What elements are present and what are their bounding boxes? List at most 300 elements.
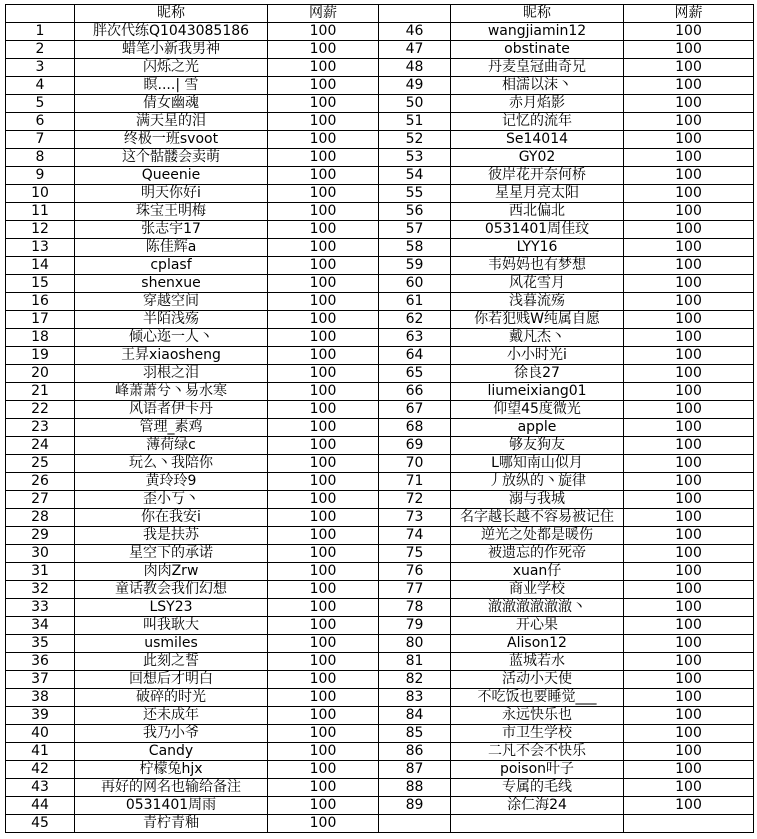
table-row <box>6 599 754 617</box>
nickname-cell-left: LSY23 <box>75 599 268 617</box>
rank-cell-left: 16 <box>6 293 75 311</box>
rank-cell-right: 58 <box>379 239 451 257</box>
rank-cell-left: 37 <box>6 671 75 689</box>
salary-cell-left: 100 <box>268 491 379 509</box>
rank-cell-left: 34 <box>6 617 75 635</box>
nickname-cell-left: 童话教会我们幻想 <box>75 581 268 599</box>
rank-cell-right: 81 <box>379 653 451 671</box>
nickname-cell-left: 风语者伊卡丹 <box>75 401 268 419</box>
nickname-cell-left: 再好的网名也输给备注 <box>75 779 268 797</box>
salary-cell-right: 100 <box>624 779 754 797</box>
rank-cell-right: 71 <box>379 473 451 491</box>
rank-cell-left: 45 <box>6 815 75 833</box>
table-row <box>6 761 754 779</box>
salary-cell-right: 100 <box>624 743 754 761</box>
salary-cell-right: 100 <box>624 527 754 545</box>
salary-cell-right: 100 <box>624 113 754 131</box>
nickname-cell-left: 薄荷绿c <box>75 437 268 455</box>
salary-cell-right: 100 <box>624 401 754 419</box>
nickname-cell-right: 澈澈澈澈澈澈丶 <box>451 599 624 617</box>
salary-cell-left: 100 <box>268 473 379 491</box>
salary-cell-left: 100 <box>268 383 379 401</box>
salary-cell-right: 100 <box>624 509 754 527</box>
salary-cell-right: 100 <box>624 563 754 581</box>
table-row <box>6 383 754 401</box>
table-row <box>6 41 754 59</box>
salary-cell-right: 100 <box>624 311 754 329</box>
rank-cell-left: 2 <box>6 41 75 59</box>
nickname-cell-right: L哪知南山似月 <box>451 455 624 473</box>
nickname-cell-left: 星空下的承诺 <box>75 545 268 563</box>
nickname-cell-left: 歪小丂丶 <box>75 491 268 509</box>
nickname-cell-right: 仰望45度微光 <box>451 401 624 419</box>
nickname-cell-left: 羽根之泪 <box>75 365 268 383</box>
rank-cell-right: 70 <box>379 455 451 473</box>
table-row <box>6 779 754 797</box>
header-row <box>6 5 754 23</box>
table-row <box>6 635 754 653</box>
nickname-cell-right: 商业学校 <box>451 581 624 599</box>
salary-cell-right: 100 <box>624 383 754 401</box>
rank-cell-left: 7 <box>6 131 75 149</box>
nickname-cell-left: 肉肉Zrw <box>75 563 268 581</box>
salary-cell-left: 100 <box>268 221 379 239</box>
nickname-cell-right: 相濡以沫丶 <box>451 77 624 95</box>
rank-cell-right: 50 <box>379 95 451 113</box>
rank-cell-right: 82 <box>379 671 451 689</box>
rank-cell-left: 22 <box>6 401 75 419</box>
nickname-cell-left: 闪烁之光 <box>75 59 268 77</box>
table-row <box>6 563 754 581</box>
rank-cell-right: 73 <box>379 509 451 527</box>
rank-cell-left: 41 <box>6 743 75 761</box>
nickname-cell-left: 半陌浅殇 <box>75 311 268 329</box>
nickname-cell-right: 西北偏北 <box>451 203 624 221</box>
table-row <box>6 725 754 743</box>
nickname-cell-right: Se14014 <box>451 131 624 149</box>
nickname-cell-left: 还未成年 <box>75 707 268 725</box>
nickname-cell-right: 赤月焰影 <box>451 95 624 113</box>
salary-cell-left: 100 <box>268 635 379 653</box>
rank-cell-right: 47 <box>379 41 451 59</box>
salary-cell-right: 100 <box>624 347 754 365</box>
rank-cell-right: 48 <box>379 59 451 77</box>
rank-cell-left: 15 <box>6 275 75 293</box>
rank-cell-left: 33 <box>6 599 75 617</box>
rank-cell-right: 88 <box>379 779 451 797</box>
nickname-cell-left: 明天你好i <box>75 185 268 203</box>
rank-cell-left: 5 <box>6 95 75 113</box>
salary-cell-right: 100 <box>624 365 754 383</box>
nickname-cell-right: 小小时光i <box>451 347 624 365</box>
rank-cell-left: 18 <box>6 329 75 347</box>
salary-cell-right: 100 <box>624 599 754 617</box>
rank-cell-right: 75 <box>379 545 451 563</box>
nickname-cell-left: 你在我安i <box>75 509 268 527</box>
rank-cell-right: 80 <box>379 635 451 653</box>
rank-cell-right: 60 <box>379 275 451 293</box>
salary-cell-left: 100 <box>268 707 379 725</box>
salary-cell-right: 100 <box>624 617 754 635</box>
salary-cell-left: 100 <box>268 671 379 689</box>
table-row <box>6 329 754 347</box>
nickname-cell-left: 此刻之誓 <box>75 653 268 671</box>
salary-cell-right: 100 <box>624 59 754 77</box>
salary-cell-right: 100 <box>624 671 754 689</box>
table-row <box>6 95 754 113</box>
rank-cell-left: 25 <box>6 455 75 473</box>
rank-cell-left: 17 <box>6 311 75 329</box>
rank-cell-right: 76 <box>379 563 451 581</box>
nickname-cell-right: 永远快乐也 <box>451 707 624 725</box>
rank-cell-right: 53 <box>379 149 451 167</box>
rank-cell-left: 21 <box>6 383 75 401</box>
table-row <box>6 59 754 77</box>
nickname-cell-right: apple <box>451 419 624 437</box>
nickname-cell-left: Candy <box>75 743 268 761</box>
rank-cell-left: 4 <box>6 77 75 95</box>
header-salary-left: 网薪 <box>268 5 379 23</box>
rank-cell-right: 78 <box>379 599 451 617</box>
rank-cell-right: 46 <box>379 23 451 41</box>
nickname-cell-right: 你若犯贱W纯属自愿 <box>451 311 624 329</box>
nickname-cell-left: cplasf <box>75 257 268 275</box>
table-row <box>6 545 754 563</box>
rank-cell-left: 9 <box>6 167 75 185</box>
salary-cell-right: 100 <box>624 725 754 743</box>
table-row <box>6 419 754 437</box>
salary-cell-left: 100 <box>268 185 379 203</box>
nickname-cell-right: 彼岸花开奈何桥 <box>451 167 624 185</box>
salary-cell-left: 100 <box>268 293 379 311</box>
salary-cell-left: 100 <box>268 437 379 455</box>
nickname-cell-left: 张志宇17 <box>75 221 268 239</box>
nickname-cell-left: 蜡笔小新我男神 <box>75 41 268 59</box>
table-row <box>6 527 754 545</box>
header-salary-right: 网薪 <box>624 5 754 23</box>
nickname-cell-left: 我乃小爷 <box>75 725 268 743</box>
salary-cell-right: 100 <box>624 131 754 149</box>
nickname-cell-right: 溺与我城 <box>451 491 624 509</box>
table-row <box>6 815 754 833</box>
table-row <box>6 113 754 131</box>
spreadsheet-area <box>0 4 757 839</box>
nickname-cell-right <box>451 815 624 833</box>
nickname-cell-right: wangjiamin12 <box>451 23 624 41</box>
salary-cell-left: 100 <box>268 509 379 527</box>
salary-cell-right: 100 <box>624 635 754 653</box>
rank-cell-left: 20 <box>6 365 75 383</box>
nickname-cell-left: 陈佳辉a <box>75 239 268 257</box>
salary-cell-right: 100 <box>624 761 754 779</box>
nickname-cell-right: 市卫生学校 <box>451 725 624 743</box>
rank-cell-left: 44 <box>6 797 75 815</box>
table-row <box>6 203 754 221</box>
nickname-cell-right: 徐良27 <box>451 365 624 383</box>
rank-cell-left: 12 <box>6 221 75 239</box>
salary-cell-left: 100 <box>268 599 379 617</box>
nickname-cell-left: 叫我耿大 <box>75 617 268 635</box>
nickname-cell-right: GY02 <box>451 149 624 167</box>
nickname-cell-right: 名字越长越不容易被记住 <box>451 509 624 527</box>
salary-cell-left: 100 <box>268 149 379 167</box>
rank-cell-left: 19 <box>6 347 75 365</box>
rank-cell-left: 40 <box>6 725 75 743</box>
table-row <box>6 509 754 527</box>
nickname-cell-right: 专属的毛线 <box>451 779 624 797</box>
nickname-cell-right: 浅暮流殇 <box>451 293 624 311</box>
nickname-cell-left: usmiles <box>75 635 268 653</box>
nickname-cell-right: 开心果 <box>451 617 624 635</box>
table-row <box>6 149 754 167</box>
rank-cell-right: 72 <box>379 491 451 509</box>
rank-cell-left: 8 <box>6 149 75 167</box>
rank-cell-right: 65 <box>379 365 451 383</box>
nickname-cell-right: xuan仔 <box>451 563 624 581</box>
salary-cell-right: 100 <box>624 473 754 491</box>
salary-cell-right: 100 <box>624 455 754 473</box>
salary-cell-right: 100 <box>624 437 754 455</box>
rank-cell-right: 67 <box>379 401 451 419</box>
table-row <box>6 707 754 725</box>
salary-cell-left: 100 <box>268 329 379 347</box>
salary-cell-left: 100 <box>268 455 379 473</box>
nickname-cell-left: 穿越空间 <box>75 293 268 311</box>
table-row <box>6 689 754 707</box>
rank-cell-left: 11 <box>6 203 75 221</box>
rank-cell-right: 74 <box>379 527 451 545</box>
salary-cell-left: 100 <box>268 779 379 797</box>
rank-cell-left: 29 <box>6 527 75 545</box>
nickname-cell-right: 韦妈妈也有梦想 <box>451 257 624 275</box>
salary-cell-right: 100 <box>624 329 754 347</box>
salary-cell-left: 100 <box>268 401 379 419</box>
nickname-cell-right: 被遗忘的作死帝 <box>451 545 624 563</box>
salary-cell-left: 100 <box>268 581 379 599</box>
salary-cell-right: 100 <box>624 185 754 203</box>
table-row <box>6 671 754 689</box>
salary-cell-right: 100 <box>624 689 754 707</box>
nickname-cell-right: 丿放纵的丶旋律 <box>451 473 624 491</box>
salary-cell-left: 100 <box>268 239 379 257</box>
rank-cell-right: 69 <box>379 437 451 455</box>
nickname-cell-left: 满天星的泪 <box>75 113 268 131</box>
table-row <box>6 275 754 293</box>
rank-cell-right: 52 <box>379 131 451 149</box>
rank-cell-right: 89 <box>379 797 451 815</box>
salary-cell-right: 100 <box>624 707 754 725</box>
rank-cell-right: 79 <box>379 617 451 635</box>
rank-cell-right: 85 <box>379 725 451 743</box>
rank-cell-left: 36 <box>6 653 75 671</box>
rank-cell-right: 61 <box>379 293 451 311</box>
nickname-cell-right: liumeixiang01 <box>451 383 624 401</box>
rank-cell-left: 24 <box>6 437 75 455</box>
nickname-cell-left: 我是扶苏 <box>75 527 268 545</box>
salary-cell-left: 100 <box>268 95 379 113</box>
table-row <box>6 347 754 365</box>
salary-cell-right: 100 <box>624 23 754 41</box>
nickname-cell-right: 记忆的流年 <box>451 113 624 131</box>
salary-cell-left: 100 <box>268 41 379 59</box>
rank-cell-left: 6 <box>6 113 75 131</box>
salary-cell-left: 100 <box>268 653 379 671</box>
nickname-cell-right: obstinate <box>451 41 624 59</box>
salary-cell-right: 100 <box>624 221 754 239</box>
header-nickname-left: 昵称 <box>75 5 268 23</box>
rank-cell-right <box>379 815 451 833</box>
nickname-cell-right: 星星月亮太阳 <box>451 185 624 203</box>
table-row <box>6 77 754 95</box>
salary-cell-left: 100 <box>268 167 379 185</box>
salary-cell-right: 100 <box>624 95 754 113</box>
rank-cell-left: 38 <box>6 689 75 707</box>
nickname-cell-left: 玩么丶我陪你 <box>75 455 268 473</box>
nickname-cell-right: 不吃饭也要睡觉___ <box>451 689 624 707</box>
salary-cell-left: 100 <box>268 545 379 563</box>
salary-cell-right: 100 <box>624 581 754 599</box>
nickname-cell-left: 回想后才明白 <box>75 671 268 689</box>
salary-cell-left: 100 <box>268 275 379 293</box>
salary-cell-right: 100 <box>624 41 754 59</box>
nickname-cell-left: shenxue <box>75 275 268 293</box>
salary-cell-left: 100 <box>268 743 379 761</box>
rank-cell-left: 26 <box>6 473 75 491</box>
nickname-cell-left: 胖次代练Q1043085186 <box>75 23 268 41</box>
salary-cell-left: 100 <box>268 527 379 545</box>
salary-cell-left: 100 <box>268 761 379 779</box>
table-row <box>6 401 754 419</box>
salary-cell-right: 100 <box>624 293 754 311</box>
rank-cell-right: 54 <box>379 167 451 185</box>
rank-cell-left: 32 <box>6 581 75 599</box>
nickname-cell-right: 二凡不会不快乐 <box>451 743 624 761</box>
nickname-cell-left: 峰萧萧兮丶易水寒 <box>75 383 268 401</box>
rank-cell-right: 66 <box>379 383 451 401</box>
table-row <box>6 221 754 239</box>
nickname-cell-left: 这个骷髅会卖萌 <box>75 149 268 167</box>
salary-cell-left: 100 <box>268 77 379 95</box>
table-row <box>6 455 754 473</box>
nickname-cell-left: 终极一班svoot <box>75 131 268 149</box>
rank-cell-left: 14 <box>6 257 75 275</box>
table-row <box>6 491 754 509</box>
table-row <box>6 257 754 275</box>
nickname-cell-right: Alison12 <box>451 635 624 653</box>
salary-cell-left: 100 <box>268 131 379 149</box>
rank-cell-right: 51 <box>379 113 451 131</box>
nickname-cell-left: 倩女幽魂 <box>75 95 268 113</box>
table-row <box>6 167 754 185</box>
rank-cell-right: 59 <box>379 257 451 275</box>
nickname-cell-left: 0531401周雨 <box>75 797 268 815</box>
rank-cell-right: 87 <box>379 761 451 779</box>
salary-cell-right: 100 <box>624 653 754 671</box>
salary-cell-left: 100 <box>268 725 379 743</box>
rank-cell-left: 43 <box>6 779 75 797</box>
salary-cell-left: 100 <box>268 797 379 815</box>
nickname-cell-right: 够友狗友 <box>451 437 624 455</box>
nickname-cell-left: Queenie <box>75 167 268 185</box>
nickname-cell-left: 破碎的时光 <box>75 689 268 707</box>
nickname-cell-left: 青柠青釉 <box>75 815 268 833</box>
salary-cell-right: 100 <box>624 77 754 95</box>
nickname-cell-left: 珠宝王明梅 <box>75 203 268 221</box>
table-row <box>6 617 754 635</box>
salary-cell-left: 100 <box>268 815 379 833</box>
salary-cell-right <box>624 815 754 833</box>
table-row <box>6 653 754 671</box>
salary-cell-right: 100 <box>624 419 754 437</box>
table-row <box>6 473 754 491</box>
table-row <box>6 293 754 311</box>
nickname-cell-left: 管理_素鸡 <box>75 419 268 437</box>
nickname-cell-right: 0531401周佳玟 <box>451 221 624 239</box>
nickname-cell-left: 瞑....| 雪 <box>75 77 268 95</box>
nickname-cell-right: 蓝城若水 <box>451 653 624 671</box>
salary-cell-left: 100 <box>268 563 379 581</box>
salary-cell-right: 100 <box>624 275 754 293</box>
rank-cell-right: 62 <box>379 311 451 329</box>
salary-cell-right: 100 <box>624 167 754 185</box>
table-row <box>6 797 754 815</box>
rank-cell-left: 31 <box>6 563 75 581</box>
rank-cell-right: 56 <box>379 203 451 221</box>
header-rank-right <box>379 5 451 23</box>
nickname-cell-right: LYY16 <box>451 239 624 257</box>
rank-cell-left: 42 <box>6 761 75 779</box>
rank-cell-right: 84 <box>379 707 451 725</box>
rank-cell-right: 49 <box>379 77 451 95</box>
table-row <box>6 131 754 149</box>
salary-cell-right: 100 <box>624 545 754 563</box>
salary-cell-right: 100 <box>624 491 754 509</box>
rank-cell-left: 30 <box>6 545 75 563</box>
table-row <box>6 365 754 383</box>
salary-cell-left: 100 <box>268 347 379 365</box>
nickname-cell-right: 逆光之处都是暖伤 <box>451 527 624 545</box>
salary-cell-left: 100 <box>268 257 379 275</box>
salary-cell-left: 100 <box>268 113 379 131</box>
rank-cell-right: 55 <box>379 185 451 203</box>
table-row <box>6 437 754 455</box>
salary-table <box>5 4 754 833</box>
rank-cell-right: 86 <box>379 743 451 761</box>
nickname-cell-right: 丹麦皇冠曲奇兄 <box>451 59 624 77</box>
header-rank-left <box>6 5 75 23</box>
rank-cell-left: 13 <box>6 239 75 257</box>
salary-cell-right: 100 <box>624 203 754 221</box>
rank-cell-left: 39 <box>6 707 75 725</box>
salary-cell-left: 100 <box>268 23 379 41</box>
table-row <box>6 311 754 329</box>
rank-cell-left: 1 <box>6 23 75 41</box>
rank-cell-right: 63 <box>379 329 451 347</box>
rank-cell-right: 77 <box>379 581 451 599</box>
nickname-cell-right: 风花雪月 <box>451 275 624 293</box>
salary-cell-right: 100 <box>624 257 754 275</box>
nickname-cell-left: 黄玲玲9 <box>75 473 268 491</box>
rank-cell-right: 83 <box>379 689 451 707</box>
rank-cell-right: 68 <box>379 419 451 437</box>
rank-cell-left: 28 <box>6 509 75 527</box>
salary-cell-right: 100 <box>624 149 754 167</box>
nickname-cell-left: 柠檬兔hjx <box>75 761 268 779</box>
salary-cell-left: 100 <box>268 365 379 383</box>
header-nickname-right: 昵称 <box>451 5 624 23</box>
salary-cell-left: 100 <box>268 203 379 221</box>
salary-cell-left: 100 <box>268 59 379 77</box>
